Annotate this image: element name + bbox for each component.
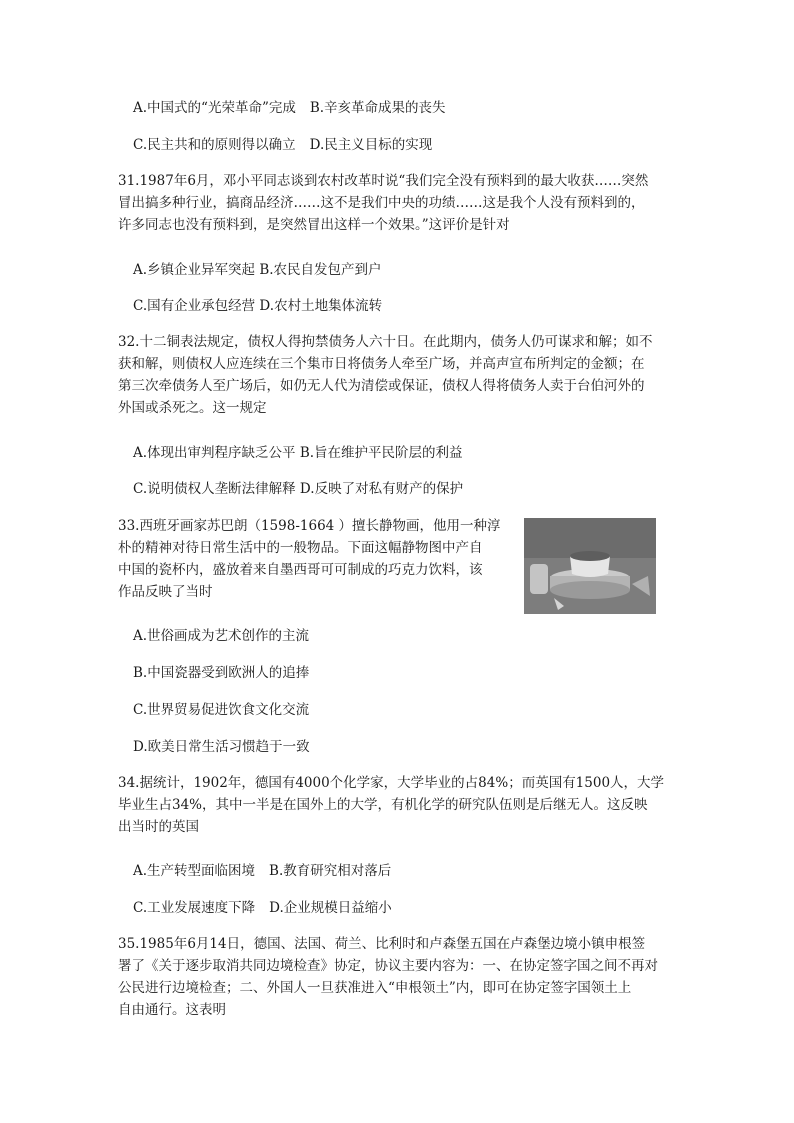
- q30-options-cd: [133, 135, 432, 155]
- question-32-line: 外国或杀死之。这一规定: [118, 400, 267, 416]
- question-32-line: 获和解，则债权人应连续在三个集市日将债务人牵至广场，并高声宣布所判定的金额；在: [118, 356, 645, 372]
- question-31-stem: [118, 170, 648, 236]
- question-33-line: 33.西班牙画家苏巴朗（1598-1664 ）擅长静物画，他用一种淳: [118, 518, 501, 534]
- q34-options-ab: [133, 861, 391, 881]
- q33-option-a: A.世俗画成为艺术创作的主流: [133, 628, 310, 644]
- q34-option-a: A.生产转型面临困境: [133, 863, 256, 879]
- question-32-line: 32.十二铜表法规定，债权人得拘禁债务人六十日。在此期内，债务人仍可谋求和解；如不: [118, 334, 653, 350]
- still-life-illustration: [524, 518, 656, 614]
- question-34-line: 34.据统计，1902年，德国有4000个化学家，大学毕业的占84%；而英国有1500人，大学: [118, 775, 665, 791]
- question-34-stem: [118, 772, 664, 838]
- question-33-line: 作品反映了当时: [118, 584, 213, 600]
- q33-option-d: D.欧美日常生活习惯趋于一致: [133, 739, 310, 755]
- q30-option-b: B.辛亥革命成果的丧失: [309, 100, 446, 116]
- q31-options-cd: C.国有企业承包经营 D.农村土地集体流转: [133, 298, 383, 314]
- q31-options-ab: A.乡镇企业异军突起 B.农民自发包产到户: [133, 262, 382, 278]
- question-32-line: 第三次牵债务人至广场后，如仍无人代为清偿或保证，债权人得将债务人卖于台伯河外的: [118, 378, 645, 394]
- question-33-line: 朴的精神对待日常生活中的一般物品。下面这幅静物图中产自: [118, 540, 483, 556]
- question-32-stem: [118, 331, 652, 419]
- still-life-painting-image: [524, 518, 656, 614]
- question-34-line: 毕业生占34%，其中一半是在国外上的大学，有机化学的研究队伍则是后继无人。这反映: [118, 797, 648, 813]
- question-34-line: 出当时的英国: [118, 819, 199, 835]
- question-35-line: 自由通行。这表明: [118, 1002, 226, 1018]
- q34-option-d: D.企业规模日益缩小: [269, 900, 392, 916]
- question-31-line: 31.1987年6月，邓小平同志谈到农村改革时说“我们完全没有预料到的最大收获……突然: [118, 173, 649, 189]
- q33-option-c: C.世界贸易促进饮食文化交流: [133, 702, 310, 718]
- question-33-stem: [118, 515, 501, 603]
- q30-option-d: D.民主义目标的实现: [309, 137, 433, 153]
- q34-option-b: B.教育研究相对落后: [269, 863, 392, 879]
- question-31-line: 许多同志也没有预料到，是突然冒出这样一个效果。”这评价是针对: [118, 217, 510, 233]
- q32-options-ab: A.体现出审判程序缺乏公平 B.旨在维护平民阶层的利益: [133, 445, 463, 461]
- question-33-line: 中国的瓷杯内，盛放着来自墨西哥可可制成的巧克力饮料，该: [118, 562, 483, 578]
- q30-options-ab: [133, 98, 446, 118]
- q30-option-c: C.民主共和的原则得以确立: [133, 137, 296, 153]
- question-35-line: 公民进行边境检查；二、外国人一旦获准进入“申根领土”内，即可在协定签字国领土上: [118, 980, 632, 996]
- q34-options-cd: [133, 898, 392, 918]
- question-31-line: 冒出搞多种行业，搞商品经济……这不是我们中央的功绩……这是我个人没有预料到的，: [118, 195, 645, 211]
- question-35-line: 35.1985年6月14日，德国、法国、荷兰、比利时和卢森堡五国在卢森堡边境小镇申根签: [118, 936, 646, 952]
- q30-option-a: A.中国式的“光荣革命”完成: [133, 100, 296, 116]
- question-35-stem: [118, 933, 658, 1021]
- q34-option-c: C.工业发展速度下降: [133, 900, 256, 916]
- q32-options-cd: C.说明债权人垄断法律解释 D.反映了对私有财产的保护: [133, 481, 464, 497]
- question-35-line: 署了《关于逐步取消共同边境检查》协定，协议主要内容为：一、在协定签字国之间不再对: [118, 958, 658, 974]
- q33-option-b: B.中国瓷器受到欧洲人的追捧: [133, 665, 310, 681]
